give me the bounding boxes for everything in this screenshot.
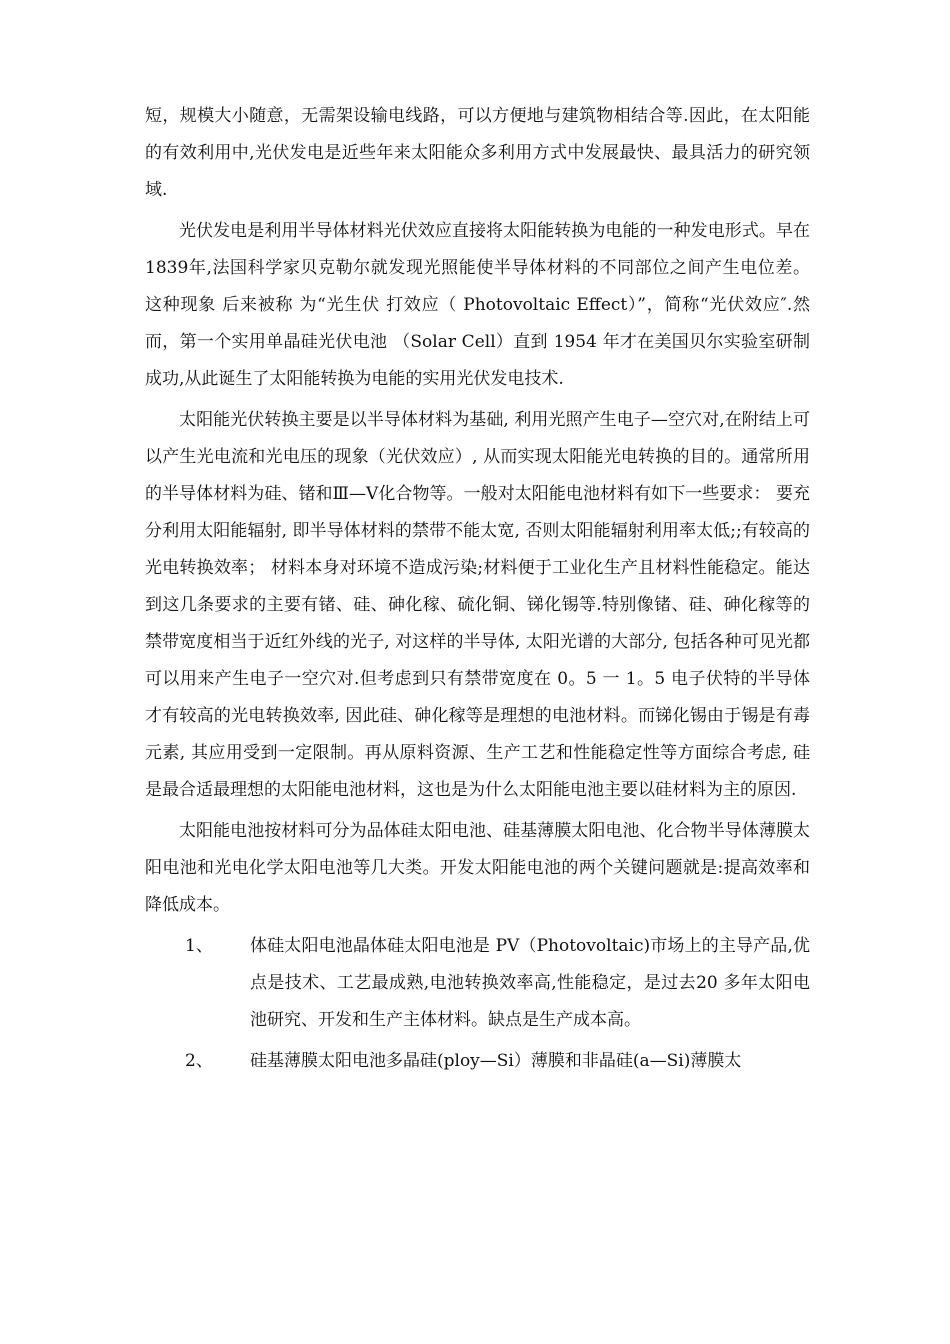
list-item: [145, 928, 810, 1039]
paragraph-solar-cell-types: 太阳能电池按材料可分为品体硅太阳电池、硅基薄膜太阳电池、化合物半导体薄膜太阳电池和光电化学太阳电池等几大类。开发太阳能电池的两个关键问题就是:提高效率和降低成本。: [145, 821, 810, 915]
paragraph-intro-continuation: 短，规模大小随意，无需架设输电线路，可以方便地与建筑物相结合等.因此，在太阳能的有效利用中,光伏发电是近些年来太阳能众多利用方式中发展最快、最具活力的研究领域.: [145, 106, 810, 200]
list-item: [145, 1043, 810, 1080]
document-body: [145, 98, 810, 1084]
paragraph-photovoltaic-history: 光伏发电是利用半导体材料光伏效应直接将太阳能转换为电能的一种发电形式。早在1839年,法国科学家贝克勒尔就发现光照能使半导体材料的不同部位之间产生电位差。 这种现象 后来被称 为“光生伏 打效应（ Photovoltaic Effect）”，简称“光伏效应″.然而，第一个实用单晶硅光伏电池 （Solar Cell）直到 1954 年才在美国贝尔实验室研制成功,从此诞生了太阳能转换为电能的实用光伏发电技术.: [145, 221, 810, 389]
list-item-text: 体硅太阳电池晶体硅太阳电池是 PV（Photovoltaic)市场上的主导产品,优点是技术、工艺最成熟,电池转换效率高,性能稳定，是过去20 多年太阳电池研究、开发和生产主体材料。缺点是生产成本高。: [250, 936, 810, 1030]
paragraph-semiconductor-materials: 太阳能光伏转换主要是以半导体材料为基础, 利用光照产生电子—空穴对,在附结上可以产生光电流和光电压的现象（光伏效应）, 从而实现太阳能光电转换的目的。通常所用的半导体材料为硅、锗和Ⅲ—Ⅴ化合物等。一般对太阳能电池材料有如下一些要求： 要充分利用太阳能辐射, 即半导体材料的禁带不能太宽, 否则太阳能辐射利用率太低;;有较高的光电转换效率； 材料本身对环境不造成污染;材料便于工业化生产且材料性能稳定。能达到这几条要求的主要有锗、硅、砷化稼、硫化铜、锑化锡等.特别像锗、硅、砷化稼等的禁带宽度相当于近红外线的光子, 对这样的半导体, 太阳光谱的大部分, 包括各种可见光都可以用来产生电子一空穴对.但考虑到只有禁带宽度在 0。5 一 1。5 电子伏特的半导体才有较高的光电转换效率, 因此硅、砷化稼等是理想的电池材料。而锑化锡由于锡是有毒元素, 其应用受到一定限制。再从原料资源、生产工艺和性能稳定性等方面综合考虑, 硅是最合适最理想的太阳能电池材料，这也是为什么太阳能电池主要以硅材料为主的原因.: [145, 410, 810, 800]
list-item-number: 2、: [185, 1051, 213, 1071]
list-item-text: 硅基薄膜太阳电池多晶硅(ploy—Si）薄膜和非晶硅(a—Si)薄膜太: [250, 1051, 742, 1071]
list-item-number: 1、: [185, 936, 213, 956]
